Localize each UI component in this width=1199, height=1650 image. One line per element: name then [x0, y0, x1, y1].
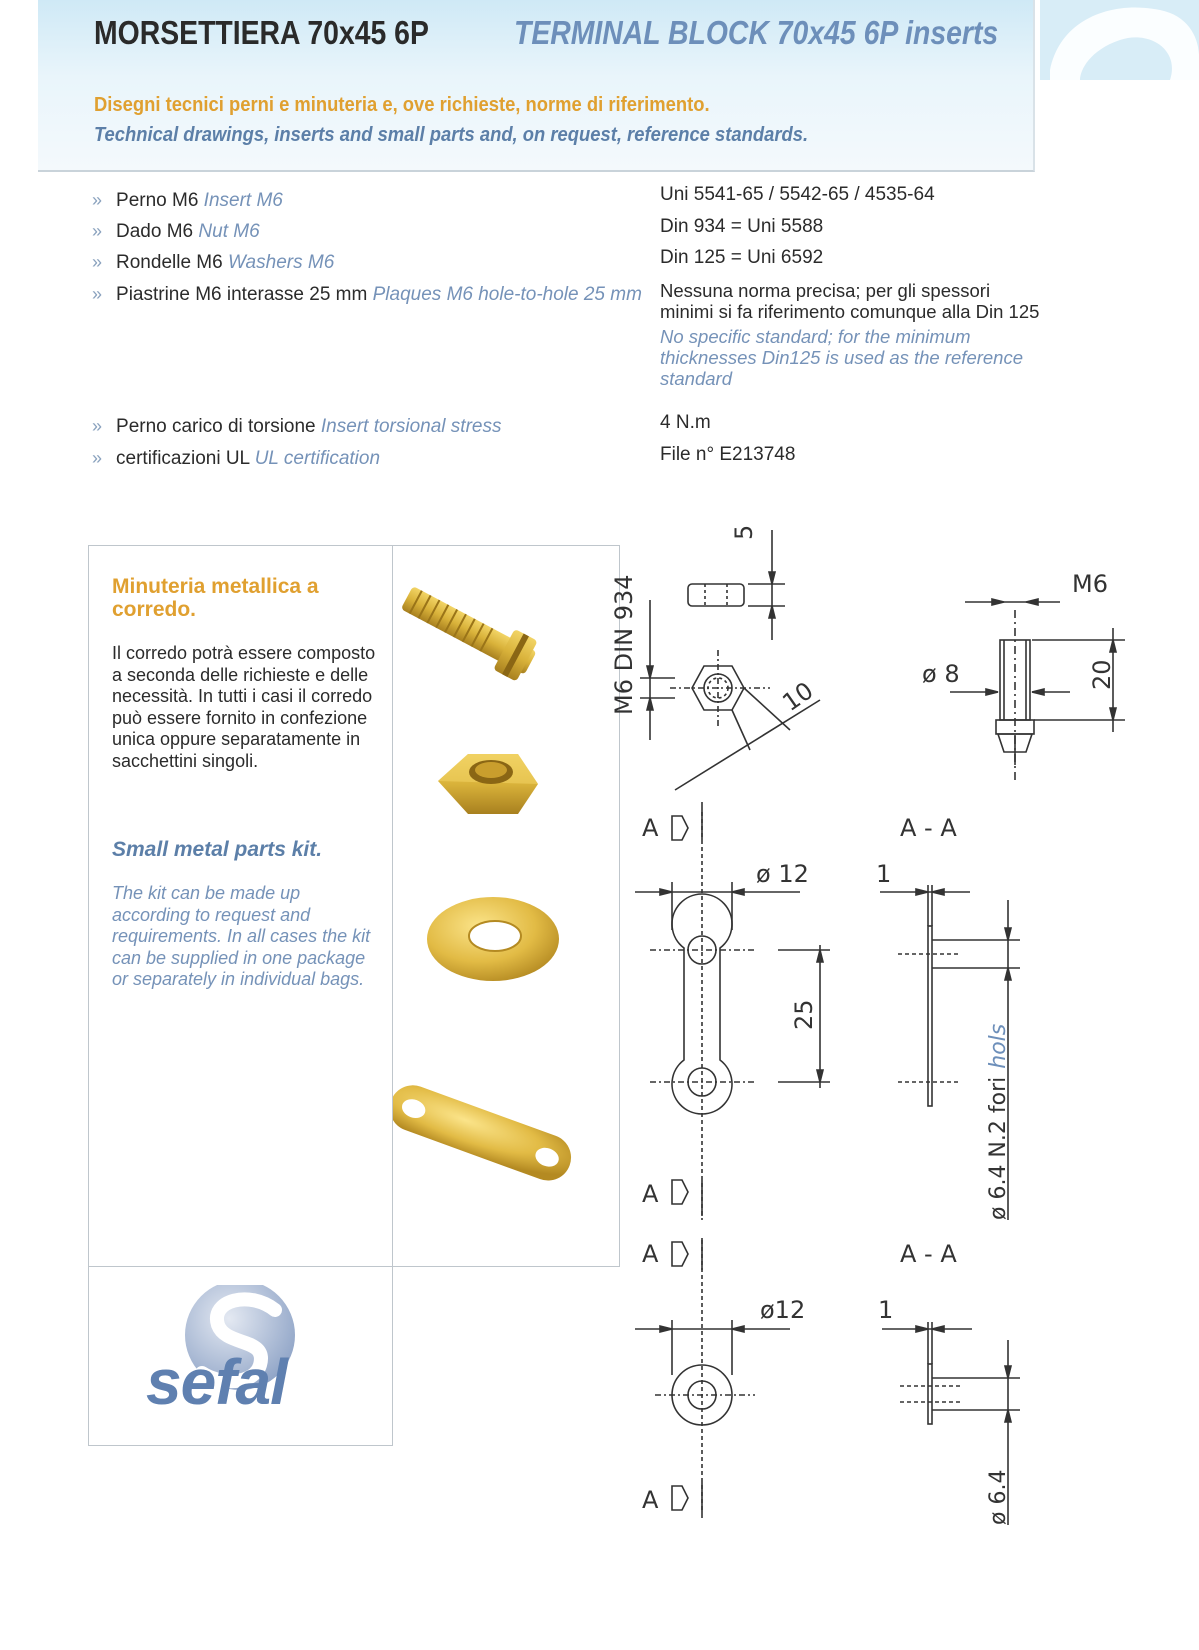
- technical-drawings: [610, 524, 1199, 1650]
- washer-thickness-label: 1: [878, 1296, 894, 1324]
- washer-hole-label: ø 6.4: [986, 1469, 1011, 1525]
- spec-label: Rondelle M6: [116, 252, 223, 273]
- spec-label: certificazioni UL: [116, 448, 250, 469]
- spec-label: Dado M6: [116, 221, 194, 242]
- insert-screw-icon: [396, 577, 541, 683]
- washer-icon: [427, 897, 559, 981]
- sefal-logo-text: sefal: [146, 1346, 287, 1418]
- parts-illustrations: [393, 546, 617, 1264]
- plaque-front-drawing: [635, 882, 830, 1114]
- spec-label-en: Nut M6: [198, 221, 260, 242]
- spec-row: [92, 448, 380, 470]
- section-marker-a: A: [642, 814, 659, 842]
- spec-label-en: Washers M6: [227, 252, 335, 273]
- section-title-washer: A - A: [900, 1240, 957, 1268]
- title-italian: MORSETTIERA 70x45 6P: [94, 14, 429, 51]
- section-title-plaque: A - A: [900, 814, 957, 842]
- spec-label-en: Plaques M6 hole-to-hole 25 mm: [372, 284, 642, 305]
- spec-row: [92, 190, 283, 212]
- spec-row: [92, 221, 260, 243]
- spec-row: [92, 252, 334, 274]
- title-english: TERMINAL BLOCK 70x45 6P inserts: [514, 14, 999, 51]
- spec-value: Din 934 = Uni 5588: [660, 216, 824, 237]
- insert-length-label: 20: [1088, 659, 1116, 690]
- spec-label-en: Insert torsional stress: [320, 416, 502, 437]
- section-markers: [672, 802, 702, 1220]
- plaque-pitch-label: 25: [790, 999, 818, 1030]
- nut-width-label: 10: [777, 676, 819, 717]
- spec-value: Uni 5541-65 / 5542-65 / 4535-64: [660, 184, 935, 205]
- kit-text-italian: Il corredo potrà essere composto a seconda delle richieste e delle necessità. In tutti i casi il corredo può essere fornito in confezione unica oppure separatamente in sacchettini singoli.: [112, 643, 376, 771]
- bullet-icon: »: [92, 252, 103, 272]
- plaque-thickness-label: 1: [876, 860, 892, 888]
- nut-icon: [438, 754, 538, 814]
- spec-label: Piastrine M6 interasse 25 mm: [116, 284, 368, 305]
- spec-value: File n° E213748: [660, 444, 796, 465]
- spec-value: 4 N.m: [660, 412, 711, 433]
- plaque-diameter-label: ø 12: [756, 860, 809, 888]
- nut-standard-label: M6 DIN 934: [610, 574, 638, 715]
- plaque-holes-label: ø 6.4 N.2 forihols: [986, 1023, 1011, 1220]
- kit-title-italian: Minuteria metallica a corredo.: [112, 575, 319, 621]
- spec-label: Perno M6: [116, 190, 199, 211]
- section-marker-a: A: [642, 1240, 659, 1268]
- spec-row: [92, 284, 642, 306]
- bullet-icon: »: [92, 416, 103, 436]
- page-header: [38, 0, 1035, 172]
- subtitle-italian: Disegni tecnici perni e minuteria e, ove richieste, norme di riferimento.: [94, 94, 710, 116]
- washer-diameter-label: ø12: [760, 1296, 806, 1324]
- spec-label: Perno carico di torsione: [116, 416, 316, 437]
- spec-note: [660, 280, 1040, 389]
- insert-thread-label: M6: [1072, 570, 1108, 598]
- bullet-icon: »: [92, 190, 103, 210]
- kit-text-english: The kit can be made up according to request and requirements. In all cases the kit can be supplied in one package or separately in individual bags.: [112, 883, 371, 989]
- subtitle-english: Technical drawings, inserts and small parts and, on request, reference standards.: [94, 124, 809, 146]
- page-title: [94, 14, 999, 52]
- section-marker-a: A: [642, 1486, 659, 1514]
- insert-diameter-label: ø 8: [922, 660, 960, 688]
- corner-logo-icon: [1040, 0, 1199, 80]
- washer-front-drawing: [635, 1320, 790, 1425]
- spec-value: Din 125 = Uni 6592: [660, 247, 824, 268]
- section-marker-a: A: [642, 1180, 659, 1208]
- bullet-icon: »: [92, 448, 103, 468]
- spec-row: [92, 416, 501, 438]
- spec-note-english: No specific standard; for the minimum thicknesses Din125 is used as the reference standard: [660, 326, 1024, 389]
- kit-title-english: Small metal parts kit.: [112, 838, 323, 861]
- spec-label-en: UL certification: [254, 448, 381, 469]
- bullet-icon: »: [92, 221, 103, 241]
- spec-note-italian: Nessuna norma precisa; per gli spessori minimi si fa riferimento comunque alla Din 125: [660, 280, 1040, 322]
- nut-height-label: 5: [730, 524, 758, 540]
- nut-side-drawing: [688, 530, 785, 640]
- plaque-icon: [393, 1079, 578, 1187]
- spec-label-en: Insert M6: [203, 190, 283, 211]
- bullet-icon: »: [92, 284, 103, 304]
